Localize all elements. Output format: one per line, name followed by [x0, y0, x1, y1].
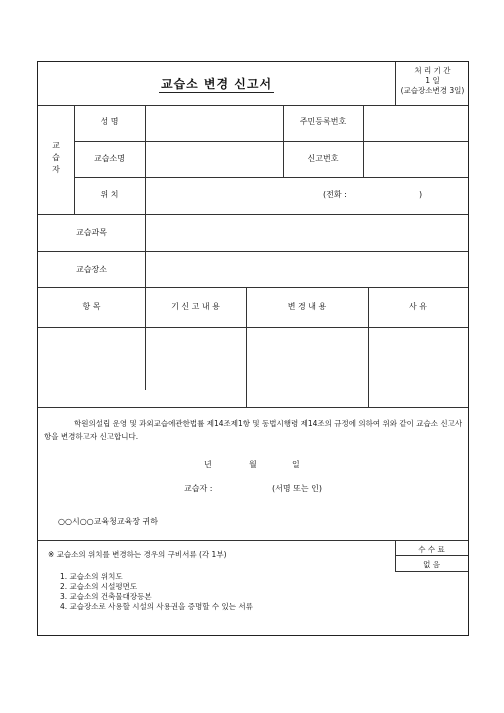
resident-no-field[interactable] [364, 106, 468, 140]
course-field[interactable] [146, 215, 468, 251]
item-header: 항 목 [82, 302, 101, 311]
changed-field[interactable] [247, 328, 368, 406]
reason-header: 사 유 [409, 302, 427, 311]
processing-period-value: 1 일 [425, 76, 440, 85]
form-title: 교습소 변경 신고서 [160, 77, 273, 91]
processing-period-note: (교습장소변경 3일) [400, 86, 465, 95]
recipient: ○○시○○교육청교육장 귀하 [58, 517, 159, 526]
existing-header: 기 신 고 내 용 [171, 302, 220, 311]
processing-period-label: 처 리 기 간 [414, 66, 451, 75]
date-month: 월 [249, 460, 257, 469]
document-item: 1. 교습소의 위치도 [60, 572, 123, 581]
school-name-label: 교습소명 [94, 154, 125, 163]
signer-field[interactable] [220, 480, 264, 496]
place-label: 교습장소 [76, 265, 107, 274]
change-report-form [37, 61, 469, 636]
date-day: 일 [292, 460, 300, 469]
fee-label: 수 수 료 [418, 545, 445, 554]
school-name-field[interactable] [146, 142, 283, 176]
date-year: 년 [204, 460, 212, 469]
document-item: 4. 교습장소로 사용할 시설의 사용권을 증명할 수 있는 서류 [60, 602, 253, 611]
documents-header: ※ 교습소의 위치를 변경하는 경우의 구비서류 (각 1부) [48, 550, 227, 559]
phone-label: (전화 : [323, 190, 347, 199]
signature-mark: (서명 또는 인) [272, 484, 322, 493]
name-label: 성 명 [100, 117, 119, 126]
changed-header: 변 경 내 용 [287, 302, 327, 311]
signer-label: 교습자 : [184, 484, 213, 493]
name-field[interactable] [146, 106, 283, 140]
existing-field[interactable] [146, 328, 246, 406]
place-field[interactable] [146, 252, 468, 287]
report-no-field[interactable] [364, 142, 468, 176]
course-label: 교습과목 [76, 228, 107, 237]
document-item: 2. 교습소의 시설평면도 [60, 582, 138, 591]
declaration-statement: 학원의설립 운영 및 과외교습에관한법률 제14조제1항 및 동법시행령 제14조의 규정에 의하여 위와 같이 교습소 신고사항을 변경하고자 신고합니다. [44, 419, 463, 441]
item-field[interactable] [39, 328, 145, 406]
processing-period-box [395, 62, 470, 105]
fee-value: 없 음 [423, 560, 440, 569]
phone-close: ) [419, 190, 423, 199]
reason-field[interactable] [369, 328, 468, 406]
document-item: 3. 교습소의 건축물대장등본 [60, 592, 152, 601]
report-no-label: 신고번호 [307, 154, 339, 163]
resident-no-label: 주민등록번호 [299, 117, 347, 126]
location-label: 위 치 [100, 190, 119, 199]
applicant-group-label: 교 습 자 [52, 141, 60, 174]
